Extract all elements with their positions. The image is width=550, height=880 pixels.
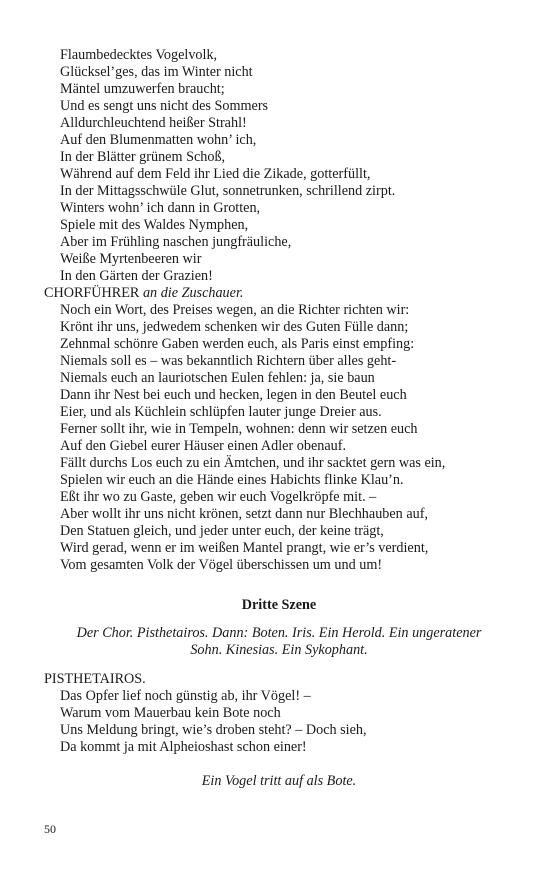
verse-line: Aber im Frühling naschen jungfräuliche,: [60, 234, 292, 250]
verse-line: Auf den Giebel eurer Häuser einen Adler obenauf.: [60, 438, 346, 454]
stage-direction: Ein Vogel tritt auf als Bote.: [201, 773, 357, 789]
verse-line: In der Blätter grünem Schoß,: [60, 149, 226, 165]
speaker-name: CHORFÜHRER: [44, 285, 140, 301]
verse-line: Während auf dem Feld ihr Lied die Zikade, gotterfüllt,: [60, 166, 371, 182]
scene-cast-list: [44, 625, 514, 659]
verse-line: Noch ein Wort, des Preises wegen, an die Richter richten wir:: [60, 302, 410, 318]
speaker-chorfuehrer: [44, 285, 243, 302]
stage-direction-inline: an die Zuschauer.: [142, 285, 244, 301]
verse-line: Zehnmal schönre Gaben werden euch, als Paris einst empfing:: [60, 336, 415, 352]
verse-line: Glücksel’ges, das im Winter nicht: [60, 64, 253, 80]
verse-line: Aber wollt ihr uns nicht krönen, setzt dann nur Blechhauben auf,: [60, 506, 428, 522]
verse-line: Und es sengt uns nicht des Sommers: [60, 98, 269, 114]
verse-line: Uns Meldung bringt, wie’s droben steht? – Doch sieh,: [60, 722, 367, 738]
verse-line: In der Mittagsschwüle Glut, sonnetrunken, schrillend zirpt.: [60, 183, 396, 199]
verse-line: In den Gärten der Grazien!: [60, 268, 213, 284]
verse-block-chorus-song: [60, 47, 395, 285]
verse-line: Dann ihr Nest bei euch und hecken, legen in den Beutel euch: [60, 387, 407, 403]
page-number: 50: [44, 822, 56, 836]
verse-block-pisthetairos: [60, 688, 367, 756]
verse-line: Vom gesamten Volk der Vögel überschissen um und um!: [60, 557, 383, 573]
verse-line: Niemals soll es – was bekanntlich Richtern über alles geht-: [60, 353, 397, 369]
verse-line: Mäntel umzuwerfen braucht;: [60, 81, 225, 97]
scene-heading: Dritte Szene: [241, 597, 317, 613]
cast-line: Der Chor. Pisthetairos. Dann: Boten. Iris. Ein Herold. Ein ungeratener: [76, 625, 482, 641]
verse-line: Fällt durchs Los euch zu ein Ämtchen, und ihr sacktet gern was ein,: [60, 455, 446, 471]
verse-line: Auf den Blumenmatten wohn’ ich,: [60, 132, 257, 148]
verse-line: Alldurchleuchtend heißer Strahl!: [60, 115, 247, 131]
verse-line: Das Opfer lief noch günstig ab, ihr Vögel! –: [60, 688, 311, 704]
verse-line: Flaumbedecktes Vogelvolk,: [60, 47, 218, 63]
verse-line: Eßt ihr wo zu Gaste, geben wir euch Vogelkröpfe mit. –: [60, 489, 377, 505]
verse-block-parabasis: [60, 302, 445, 574]
verse-line: Niemals euch an lauriotschen Eulen fehlen: ja, sie baun: [60, 370, 375, 386]
verse-line: Weiße Myrtenbeeren wir: [60, 251, 202, 267]
verse-line: Warum vom Mauerbau kein Bote noch: [60, 705, 281, 721]
verse-line: Ferner sollt ihr, wie in Tempeln, wohnen: denn wir setzen euch: [60, 421, 418, 437]
verse-line: Spielen wir euch an die Hände eines Habichts flinke Klau’n.: [60, 472, 404, 488]
verse-line: Da kommt ja mit Alpheioshast schon einer!: [60, 739, 307, 755]
speaker-pisthetairos: [44, 671, 146, 688]
speaker-name: PISTHETAIROS.: [44, 671, 146, 687]
cast-line: Sohn. Kinesias. Ein Sykophant.: [190, 642, 368, 658]
verse-line: Den Statuen gleich, und jeder unter euch, der keine trägt,: [60, 523, 384, 539]
verse-line: Wird gerad, wenn er im weißen Mantel prangt, wie er’s verdient,: [60, 540, 429, 556]
verse-line: Eier, und als Küchlein schlüpfen lauter junge Dreier aus.: [60, 404, 382, 420]
verse-line: Spiele mit des Waldes Nymphen,: [60, 217, 249, 233]
verse-line: Krönt ihr uns, jedwedem schenken wir des Guten Fülle dann;: [60, 319, 409, 335]
verse-line: Winters wohn’ ich dann in Grotten,: [60, 200, 261, 216]
